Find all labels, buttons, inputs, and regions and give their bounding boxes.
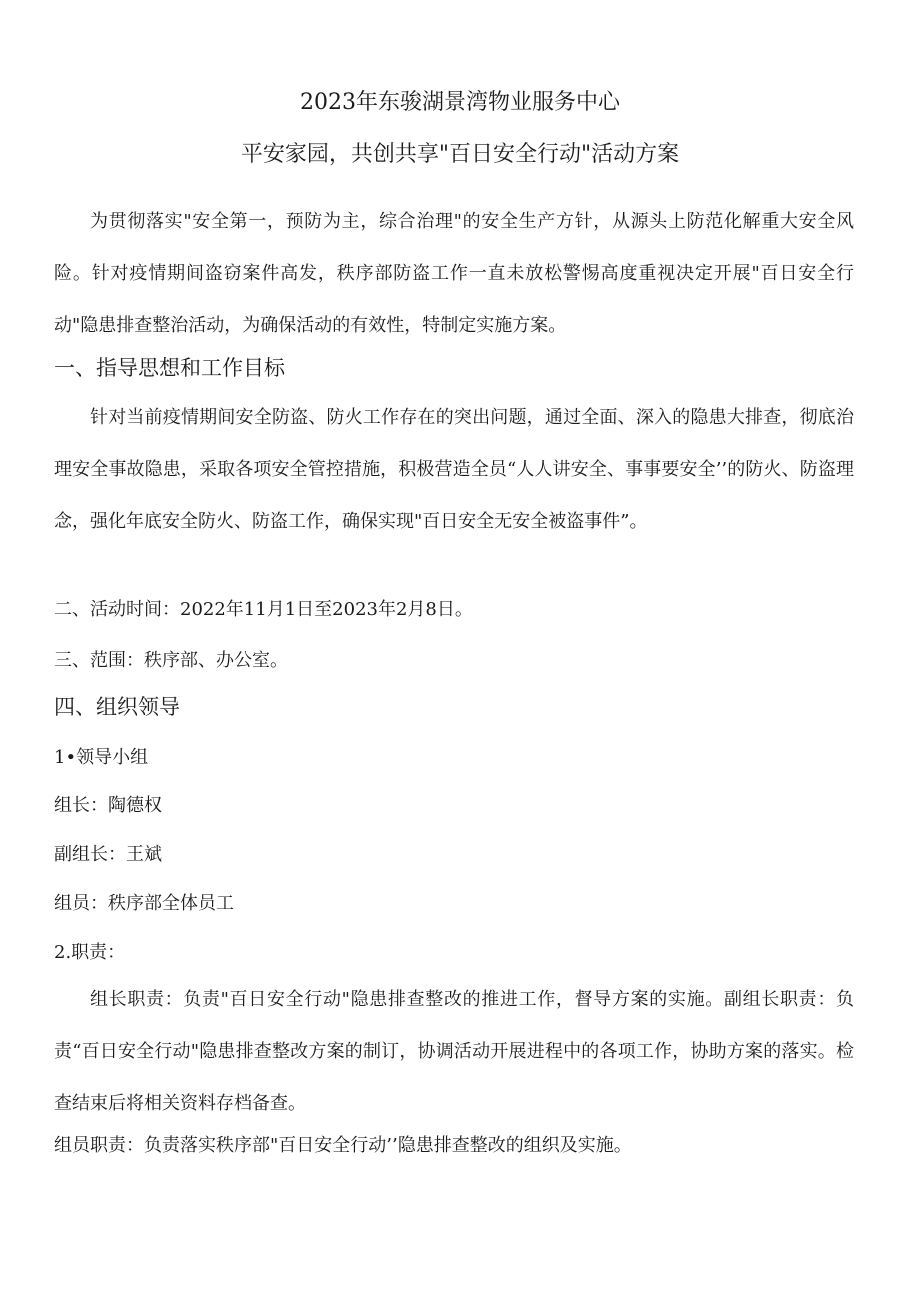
group-members-line: 组员：秩序部全体员工 — [54, 893, 234, 914]
intro-paragraph: 为贯彻落实"安全第一，预防为主，综合治理"的安全生产方针，从源头上防范化解重大安全风险。针对疫情期间盗窃案件高发，秩序部防盗工作一直未放松警惕高度重视决定开展"百日安全行动"隐患排查整治活动，为确保活动的有效性，特制定实施方案。 — [54, 211, 854, 336]
member-duty-line: 组员职责：负责落实秩序部"百日安全行动’’隐患排查整改的组织及实施。 — [54, 1135, 632, 1156]
duties-title: 2.职责： — [54, 942, 126, 963]
activity-time-line: 二、活动时间：2022年11月1日至2023年2月8日。 — [54, 599, 473, 620]
scope-line: 三、范围：秩序部、办公室。 — [54, 650, 288, 671]
section1-heading: 一、指导思想和工作目标 — [54, 356, 285, 380]
leading-group-title: 1•领导小组 — [54, 747, 149, 768]
section4-heading: 四、组织领导 — [54, 695, 180, 719]
document-title-line1: 2023年东骏湖景湾物业服务中心 — [300, 90, 620, 115]
duties-paragraph: 组长职责：负责"百日安全行动"隐患排查整改的推进工作，督导方案的实施。副组长职责：负责“百日安全行动"隐患排查整改方案的制订，协调活动开展进程中的各项工作，协助方案的落实。检查结束后将相关资料存档备查。 — [54, 989, 854, 1114]
document-title-line2: 平安家园，共创共享"百日安全行动"活动方案 — [240, 142, 680, 167]
section1-paragraph: 针对当前疫情期间安全防盗、防火工作存在的突出问题，通过全面、深入的隐患大排查，彻底治理安全事故隐患，采取各项安全管控措施，积极营造全员“人人讲安全、事事要安全’’的防火、防盗理念，强化年底安全防火、防盗工作，确保实现"百日安全无安全被盗事件”。 — [54, 407, 854, 532]
group-leader-line: 组长：陶德权 — [54, 795, 162, 816]
deputy-leader-line: 副组长：王斌 — [54, 844, 162, 865]
